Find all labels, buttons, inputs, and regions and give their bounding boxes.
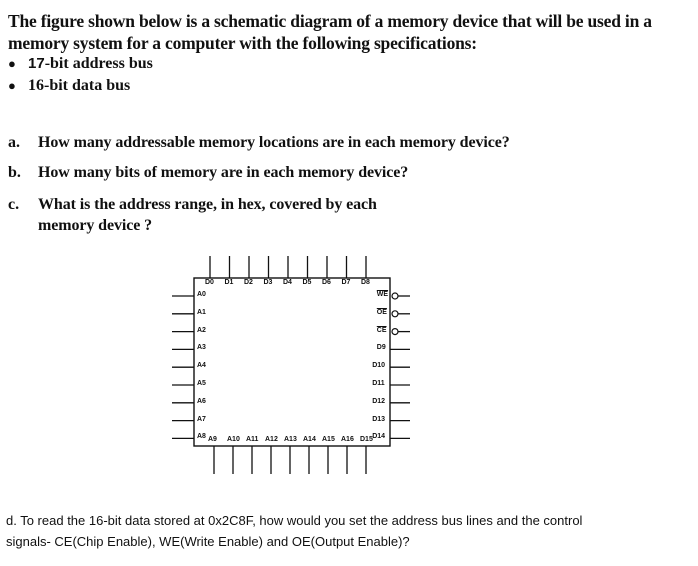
pin-label-a3: A3 bbox=[197, 344, 206, 352]
question-b-letter: b. bbox=[8, 164, 21, 181]
pin-label-a1: A1 bbox=[197, 308, 206, 316]
pin-label-a5: A5 bbox=[197, 380, 206, 387]
question-b-text: How many bits of memory are in each memory device? bbox=[38, 164, 409, 181]
pin-label-d0: D0 bbox=[205, 279, 214, 286]
chip-body bbox=[194, 278, 390, 446]
bullet-icon: ● bbox=[8, 56, 16, 71]
spec-bullet-data bbox=[8, 77, 130, 95]
pin-label-a8: A8 bbox=[197, 433, 206, 441]
pin-label-a11: A11 bbox=[246, 436, 259, 443]
question-a-letter: a. bbox=[8, 134, 20, 151]
spec-value: 17 bbox=[28, 55, 45, 72]
question-a-text: How many addressable memory locations are in each memory device? bbox=[38, 134, 510, 151]
pin-label-a10: A10 bbox=[227, 436, 240, 443]
pin-label-d3: D3 bbox=[263, 279, 273, 286]
spec-text: -bit address bus bbox=[44, 55, 153, 72]
pin-label-a14: A14 bbox=[303, 436, 316, 443]
pin-label-a0: A0 bbox=[197, 291, 206, 298]
question-d-line-1: d. To read the 16-bit data stored at 0x2C8F, how would you set the address bus lines and the control bbox=[6, 513, 583, 528]
pin-label-a6: A6 bbox=[197, 397, 206, 405]
active-low-bubble-ce bbox=[392, 329, 398, 335]
pin-label-a15: A15 bbox=[322, 436, 335, 443]
spec-bullet-address bbox=[8, 55, 153, 73]
bullet-icon: ● bbox=[8, 78, 16, 93]
active-low-bubble-oe bbox=[392, 311, 398, 317]
question-c-letter: c. bbox=[8, 196, 20, 213]
pin-label-oe: $\overline{OE}$ bbox=[376, 308, 387, 316]
question-c-text-2: memory device ? bbox=[38, 217, 153, 234]
active-low-bubble-we bbox=[392, 293, 398, 299]
spec-value: 16 bbox=[28, 77, 44, 94]
pin-label-d7: D7 bbox=[341, 279, 351, 286]
pin-label-d10: D10 bbox=[372, 362, 386, 370]
pin-label-ce: $\overline{CE}$ bbox=[376, 326, 387, 334]
pin-label-d6: D6 bbox=[322, 279, 331, 286]
pin-label-a16: A16 bbox=[341, 436, 354, 443]
pin-label-a4: A4 bbox=[197, 362, 206, 370]
pin-label-d12: D12 bbox=[372, 397, 386, 405]
pin-label-a9: A9 bbox=[208, 436, 217, 443]
pin-label-a2: A2 bbox=[197, 326, 206, 334]
pin-label-d13: D13 bbox=[372, 415, 386, 423]
memory-chip-diagram bbox=[170, 250, 420, 480]
question-d-line-2: signals- CE(Chip Enable), WE(Write Enable) and OE(Output Enable)? bbox=[6, 534, 410, 549]
intro-line-2: memory system for a computer with the following specifications: bbox=[8, 33, 477, 53]
pin-label-d5: D5 bbox=[302, 279, 312, 286]
pin-label-d1: D1 bbox=[224, 279, 234, 286]
pin-label-d15: D15 bbox=[360, 436, 373, 443]
spec-text: -bit data bus bbox=[44, 77, 131, 94]
question-c-text: What is the address range, in hex, covered by each bbox=[38, 196, 377, 213]
pin-label-d2: D2 bbox=[244, 279, 253, 286]
pin-label-a13: A13 bbox=[284, 436, 297, 443]
pin-label-we: $\overline{WE}$ bbox=[376, 291, 389, 298]
pin-label-d14: D14 bbox=[372, 433, 386, 441]
pin-label-d11: D11 bbox=[372, 380, 385, 387]
pin-label-d8: D8 bbox=[361, 279, 370, 286]
pin-label-a7: A7 bbox=[197, 415, 206, 423]
pin-label-d4: D4 bbox=[283, 279, 292, 286]
pin-label-d9: D9 bbox=[376, 344, 386, 352]
question-d bbox=[6, 510, 582, 552]
intro-line-1: The figure shown below is a schematic diagram of a memory device that will be used in a bbox=[8, 11, 652, 31]
intro-paragraph bbox=[8, 10, 652, 54]
pin-label-a12: A12 bbox=[265, 436, 278, 443]
